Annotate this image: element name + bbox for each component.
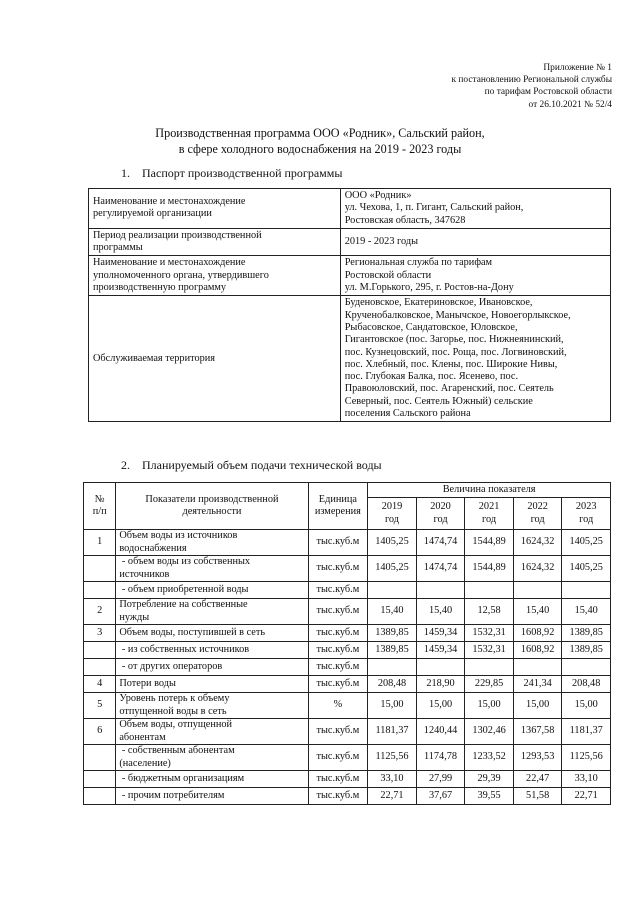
row-value: 1125,56 bbox=[562, 745, 611, 771]
document-title bbox=[0, 126, 640, 157]
row-unit: тыс.куб.м bbox=[308, 599, 368, 625]
row-indicator bbox=[116, 530, 308, 556]
passport-value-line: ул. Чехова, 1, п. Гигант, Сальский район, bbox=[344, 202, 524, 214]
passport-label-cell bbox=[89, 228, 341, 256]
row-unit: тыс.куб.м bbox=[308, 625, 368, 642]
header-text: Единица bbox=[318, 493, 357, 505]
row-value: 15,00 bbox=[562, 693, 611, 719]
header-year bbox=[562, 498, 611, 530]
row-indicator-line: отпущенной воды в сеть bbox=[119, 705, 227, 717]
row-indicator bbox=[116, 582, 308, 599]
row-value: 1405,25 bbox=[562, 556, 611, 582]
row-unit: тыс.куб.м bbox=[308, 659, 368, 676]
row-value: 1608,92 bbox=[513, 625, 562, 642]
row-value: 33,10 bbox=[368, 771, 417, 788]
passport-value-line: Правоюловский, пос. Агаренский, пос. Сеятель bbox=[344, 383, 554, 395]
row-value bbox=[416, 582, 465, 599]
passport-value-line: Северный, пос. Сеятель Южный) сельские bbox=[344, 395, 533, 407]
row-value: 15,40 bbox=[562, 599, 611, 625]
row-value: 1532,31 bbox=[465, 642, 514, 659]
section-2-heading bbox=[121, 458, 382, 472]
passport-label-line: уполномоченного органа, утвердившего bbox=[93, 269, 269, 281]
row-value bbox=[513, 582, 562, 599]
volume-row bbox=[84, 788, 611, 805]
row-unit: тыс.куб.м bbox=[308, 556, 368, 582]
header-number bbox=[84, 483, 116, 530]
header-year-text: 2020 bbox=[430, 501, 451, 513]
passport-value-line: 2019 - 2023 годы bbox=[344, 236, 419, 248]
row-value: 15,00 bbox=[513, 693, 562, 719]
row-number bbox=[84, 745, 116, 771]
header-unit bbox=[308, 483, 368, 530]
row-number: 2 bbox=[84, 599, 116, 625]
row-value: 29,39 bbox=[465, 771, 514, 788]
passport-row bbox=[89, 228, 611, 256]
header-text: Показатели производственной bbox=[145, 493, 279, 505]
passport-row bbox=[89, 296, 611, 422]
passport-label-line: производственную программу bbox=[93, 282, 227, 294]
row-indicator bbox=[116, 771, 308, 788]
header-value-group: Величина показателя bbox=[368, 483, 611, 498]
header-year bbox=[513, 498, 562, 530]
header-year-text: год bbox=[482, 513, 497, 525]
row-value: 51,58 bbox=[513, 788, 562, 805]
row-value: 1405,25 bbox=[562, 530, 611, 556]
row-value: 15,00 bbox=[465, 693, 514, 719]
row-value: 12,58 bbox=[465, 599, 514, 625]
passport-value-line: поселения Сальского района bbox=[344, 408, 471, 420]
header-year-text: 2021 bbox=[478, 501, 500, 513]
passport-value-cell bbox=[340, 296, 610, 422]
appendix-block bbox=[352, 62, 612, 111]
appendix-line: к постановлению Региональной службы bbox=[451, 75, 612, 86]
header-year-text: 2023 bbox=[575, 501, 597, 513]
passport-table bbox=[88, 188, 611, 422]
row-value: 1544,89 bbox=[465, 556, 514, 582]
section-title-text: Паспорт производственной программы bbox=[142, 166, 343, 180]
title-line: в сфере холодного водоснабжения на 2019 - 2023 годы bbox=[178, 141, 462, 156]
row-indicator bbox=[116, 676, 308, 693]
volume-row bbox=[84, 676, 611, 693]
row-number bbox=[84, 788, 116, 805]
row-indicator-line: Уровень потерь к объему bbox=[119, 693, 230, 705]
row-value: 1367,58 bbox=[513, 719, 562, 745]
volume-row bbox=[84, 719, 611, 745]
row-value: 1240,44 bbox=[416, 719, 465, 745]
row-value: 1293,53 bbox=[513, 745, 562, 771]
row-value: 1389,85 bbox=[368, 642, 417, 659]
volume-table bbox=[83, 482, 611, 805]
row-indicator bbox=[116, 556, 308, 582]
appendix-line: от 26.10.2021 № 52/4 bbox=[528, 99, 612, 110]
row-value: 15,00 bbox=[368, 693, 417, 719]
passport-label-line: Обслуживаемая территория bbox=[93, 352, 215, 364]
row-value bbox=[562, 659, 611, 676]
row-value: 1302,46 bbox=[465, 719, 514, 745]
passport-label-line: Период реализации производственной bbox=[93, 229, 262, 241]
row-number bbox=[84, 771, 116, 788]
row-value: 1389,85 bbox=[562, 625, 611, 642]
row-value bbox=[368, 659, 417, 676]
passport-label-line: Наименование и местонахождение bbox=[93, 257, 246, 269]
row-value: 1608,92 bbox=[513, 642, 562, 659]
row-indicator bbox=[116, 719, 308, 745]
row-number bbox=[84, 582, 116, 599]
row-value: 1474,74 bbox=[416, 530, 465, 556]
row-value bbox=[368, 582, 417, 599]
section-1-heading bbox=[121, 166, 342, 180]
row-indicator-line: - из собственных источников bbox=[119, 643, 250, 655]
volume-row bbox=[84, 599, 611, 625]
header-text: № bbox=[94, 493, 105, 505]
passport-label-line: программы bbox=[93, 242, 143, 254]
row-value: 1389,85 bbox=[562, 642, 611, 659]
row-value: 1174,78 bbox=[416, 745, 465, 771]
volume-row bbox=[84, 771, 611, 788]
row-value: 241,34 bbox=[513, 676, 562, 693]
row-value: 1544,89 bbox=[465, 530, 514, 556]
row-value: 208,48 bbox=[368, 676, 417, 693]
passport-label-cell bbox=[89, 296, 341, 422]
row-value: 218,90 bbox=[416, 676, 465, 693]
passport-row bbox=[89, 189, 611, 229]
row-value bbox=[465, 582, 514, 599]
row-number: 3 bbox=[84, 625, 116, 642]
row-unit: тыс.куб.м bbox=[308, 676, 368, 693]
row-unit: тыс.куб.м bbox=[308, 788, 368, 805]
volume-row bbox=[84, 530, 611, 556]
row-indicator-line: Потребление на собственные bbox=[119, 599, 248, 611]
passport-label-line: регулируемой организации bbox=[93, 208, 212, 220]
row-indicator-line: абонентам bbox=[119, 731, 166, 743]
row-unit: тыс.куб.м bbox=[308, 642, 368, 659]
row-value: 22,71 bbox=[368, 788, 417, 805]
row-value: 1532,31 bbox=[465, 625, 514, 642]
row-value bbox=[465, 659, 514, 676]
row-value: 1405,25 bbox=[368, 556, 417, 582]
volume-row bbox=[84, 556, 611, 582]
row-indicator bbox=[116, 642, 308, 659]
passport-value-line: Крученобалковское, Манычское, Новоегорлыкское, bbox=[344, 309, 571, 321]
passport-value-line: Ростовской области bbox=[344, 269, 432, 281]
passport-label-cell bbox=[89, 189, 341, 229]
passport-value-line: Ростовская область, 347628 bbox=[344, 214, 466, 226]
row-indicator bbox=[116, 745, 308, 771]
row-value: 1405,25 bbox=[368, 530, 417, 556]
passport-value-line: пос. Глубокая Балка, пос. Ясенево, пос. bbox=[344, 371, 519, 383]
section-title-text: Планируемый объем подачи технической воды bbox=[142, 458, 382, 472]
row-number bbox=[84, 642, 116, 659]
row-indicator-line: (население) bbox=[119, 757, 171, 769]
row-indicator-line: источников bbox=[119, 568, 170, 580]
header-year-text: год bbox=[530, 513, 545, 525]
row-indicator bbox=[116, 693, 308, 719]
passport-value-cell bbox=[340, 228, 610, 256]
row-value: 1181,37 bbox=[562, 719, 611, 745]
section-number: 2. bbox=[121, 458, 130, 472]
row-indicator-line: - прочим потребителям bbox=[119, 789, 225, 801]
appendix-line: Приложение № 1 bbox=[543, 63, 612, 73]
section-number: 1. bbox=[121, 166, 130, 180]
header-year bbox=[465, 498, 514, 530]
row-value: 1624,32 bbox=[513, 530, 562, 556]
header-year-text: 2019 bbox=[381, 501, 403, 513]
row-value: 15,40 bbox=[416, 599, 465, 625]
header-year-text: 2022 bbox=[527, 501, 548, 513]
passport-value-line: Региональная служба по тарифам bbox=[344, 257, 493, 269]
row-value bbox=[562, 582, 611, 599]
row-unit: % bbox=[308, 693, 368, 719]
row-value: 37,67 bbox=[416, 788, 465, 805]
row-indicator-line: - от других операторов bbox=[119, 660, 223, 672]
passport-value-cell bbox=[340, 256, 610, 296]
row-value: 1459,34 bbox=[416, 642, 465, 659]
header-year-text: год bbox=[579, 513, 594, 525]
row-value: 15,40 bbox=[513, 599, 562, 625]
row-indicator bbox=[116, 625, 308, 642]
header-year-text: год bbox=[384, 513, 400, 525]
row-value: 1233,52 bbox=[465, 745, 514, 771]
row-value: 1125,56 bbox=[368, 745, 417, 771]
volume-row bbox=[84, 642, 611, 659]
row-value: 1459,34 bbox=[416, 625, 465, 642]
row-indicator-line: водоснабжения bbox=[119, 542, 187, 554]
row-indicator-line: Объем воды, отпущенной bbox=[119, 719, 233, 731]
passport-row bbox=[89, 256, 611, 296]
row-number bbox=[84, 556, 116, 582]
row-unit: тыс.куб.м bbox=[308, 530, 368, 556]
volume-row bbox=[84, 659, 611, 676]
volume-row bbox=[84, 745, 611, 771]
row-value: 22,71 bbox=[562, 788, 611, 805]
passport-value-line: пос. Хлебный, пос. Клены, пос. Широкие Нивы, bbox=[344, 358, 558, 370]
header-year-text: год bbox=[433, 513, 448, 525]
row-value: 1181,37 bbox=[368, 719, 417, 745]
passport-label-cell bbox=[89, 256, 341, 296]
row-unit: тыс.куб.м bbox=[308, 771, 368, 788]
row-unit: тыс.куб.м bbox=[308, 719, 368, 745]
passport-label-line: Наименование и местонахождение bbox=[93, 196, 246, 208]
header-year bbox=[416, 498, 465, 530]
row-value: 1389,85 bbox=[368, 625, 417, 642]
row-indicator-line: - объем приобретенной воды bbox=[119, 583, 249, 595]
passport-value-cell bbox=[340, 189, 610, 229]
row-value: 1624,32 bbox=[513, 556, 562, 582]
row-indicator-line: - бюджетным организациям bbox=[119, 772, 245, 784]
row-value: 22,47 bbox=[513, 771, 562, 788]
passport-value-line: Рыбасовское, Сандатовское, Юловское, bbox=[344, 321, 518, 333]
row-value: 39,55 bbox=[465, 788, 514, 805]
row-number: 4 bbox=[84, 676, 116, 693]
row-indicator bbox=[116, 599, 308, 625]
row-indicator-line: нужды bbox=[119, 611, 150, 623]
row-number: 1 bbox=[84, 530, 116, 556]
row-value: 27,99 bbox=[416, 771, 465, 788]
row-indicator bbox=[116, 788, 308, 805]
row-value: 15,00 bbox=[416, 693, 465, 719]
row-value bbox=[416, 659, 465, 676]
row-indicator-line: - собственным абонентам bbox=[119, 745, 235, 757]
row-number bbox=[84, 659, 116, 676]
passport-value-line: Буденовское, Екатериновское, Ивановское, bbox=[344, 297, 533, 309]
row-value: 33,10 bbox=[562, 771, 611, 788]
row-number: 6 bbox=[84, 719, 116, 745]
row-indicator-line: Объем воды, поступившей в сеть bbox=[119, 626, 266, 638]
volume-row bbox=[84, 693, 611, 719]
row-value bbox=[513, 659, 562, 676]
header-year bbox=[368, 498, 417, 530]
row-value: 15,40 bbox=[368, 599, 417, 625]
header-text: измерения bbox=[314, 506, 361, 517]
passport-value-line: ул. М.Горького, 295, г. Ростов-на-Дону bbox=[344, 282, 514, 294]
header-text: деятельности bbox=[182, 506, 242, 517]
row-indicator bbox=[116, 659, 308, 676]
title-line: Производственная программа ООО «Родник», Сальский район, bbox=[155, 126, 485, 140]
header-indicator bbox=[116, 483, 308, 530]
passport-value-line: ООО «Родник» bbox=[344, 190, 412, 201]
row-indicator-line: Потери воды bbox=[119, 677, 176, 689]
passport-value-line: пос. Кузнецовский, пос. Роща, пос. Логвиновский, bbox=[344, 346, 567, 358]
header-text: п/п bbox=[92, 506, 107, 517]
row-unit: тыс.куб.м bbox=[308, 745, 368, 771]
appendix-line: по тарифам Ростовской области bbox=[484, 87, 612, 98]
row-indicator-line: - объем воды из собственных bbox=[119, 556, 251, 568]
row-indicator-line: Объем воды из источников bbox=[119, 530, 238, 542]
row-value: 1474,74 bbox=[416, 556, 465, 582]
volume-row bbox=[84, 582, 611, 599]
row-number: 5 bbox=[84, 693, 116, 719]
row-unit: тыс.куб.м bbox=[308, 582, 368, 599]
volume-row bbox=[84, 625, 611, 642]
row-value: 229,85 bbox=[465, 676, 514, 693]
row-value: 208,48 bbox=[562, 676, 611, 693]
passport-value-line: Гигантовское (пос. Загорье, пос. Нижнеянинский, bbox=[344, 334, 564, 346]
